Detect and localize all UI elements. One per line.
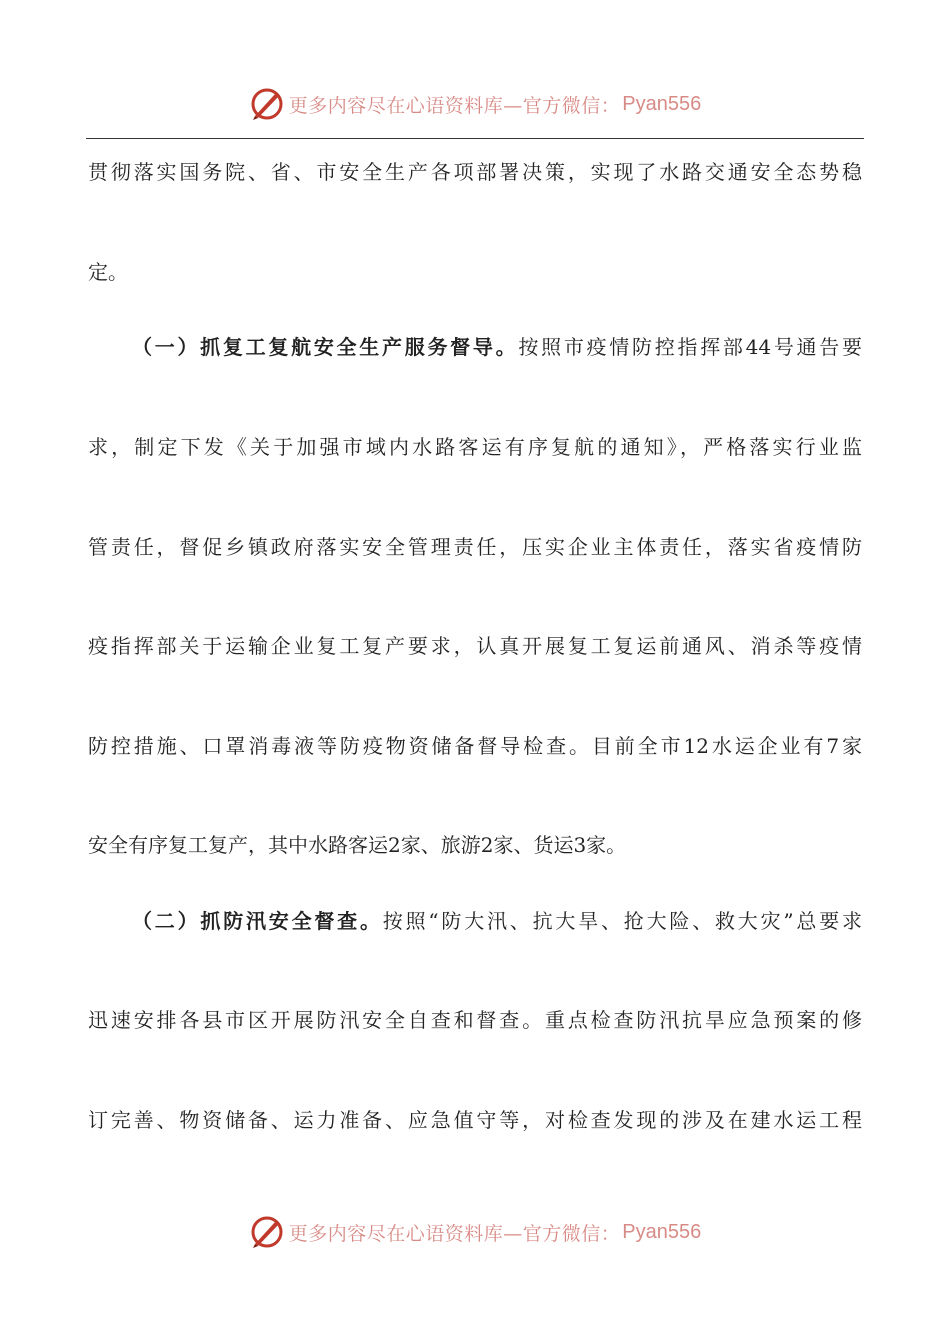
watermark-id: Pyan556 xyxy=(622,1220,702,1243)
body-line-4: 求，制定下发《关于加强市域内水路客运有序复航的通知》，严格落实行业监 xyxy=(88,435,862,459)
watermark-text: 更多内容尽在心语资料库—官方微信： xyxy=(288,1222,621,1245)
pen-logo-icon xyxy=(249,1214,285,1250)
header-watermark xyxy=(0,84,950,124)
header-divider xyxy=(86,138,864,139)
footer-watermark xyxy=(0,1212,950,1252)
watermark-text: 更多内容尽在心语资料库—官方微信： xyxy=(288,94,621,117)
section-2-heading: （二）抓防汛安全督查。 xyxy=(132,909,383,933)
body-line-11: 订完善、物资储备、运力准备、应急值守等，对检查发现的涉及在建水运工程 xyxy=(88,1108,862,1132)
watermark-id: Pyan556 xyxy=(622,92,702,115)
section-1-text: 按照市疫情防控指挥部44号通告要 xyxy=(518,335,863,359)
pen-logo-icon xyxy=(249,86,285,122)
section-2-text: 按照“防大汛、抗大旱、抢大险、救大灾”总要求 xyxy=(382,909,863,933)
section-1-heading: （一）抓复工复航安全生产服务督导。 xyxy=(132,335,519,359)
body-line-10: 迅速安排各县市区开展防汛安全自查和督查。重点检查防汛抗旱应急预案的修 xyxy=(88,1008,862,1032)
body-line-6: 疫指挥部关于运输企业复工复产要求，认真开展复工复运前通风、消杀等疫情 xyxy=(88,634,862,658)
body-line-1: 贯彻落实国务院、省、市安全生产各项部署决策，实现了水路交通安全态势稳 xyxy=(88,160,862,184)
body-line-8: 安全有序复工复产，其中水路客运2家、旅游2家、货运3家。 xyxy=(88,833,627,857)
body-line-5: 管责任，督促乡镇政府落实安全管理责任，压实企业主体责任，落实省疫情防 xyxy=(88,535,862,559)
section-1-first-line xyxy=(132,333,862,361)
body-line-2: 定。 xyxy=(88,260,128,284)
section-2-first-line xyxy=(132,907,862,935)
body-line-7: 防控措施、口罩消毒液等防疫物资储备督导检查。目前全市12水运企业有7家 xyxy=(88,734,862,758)
